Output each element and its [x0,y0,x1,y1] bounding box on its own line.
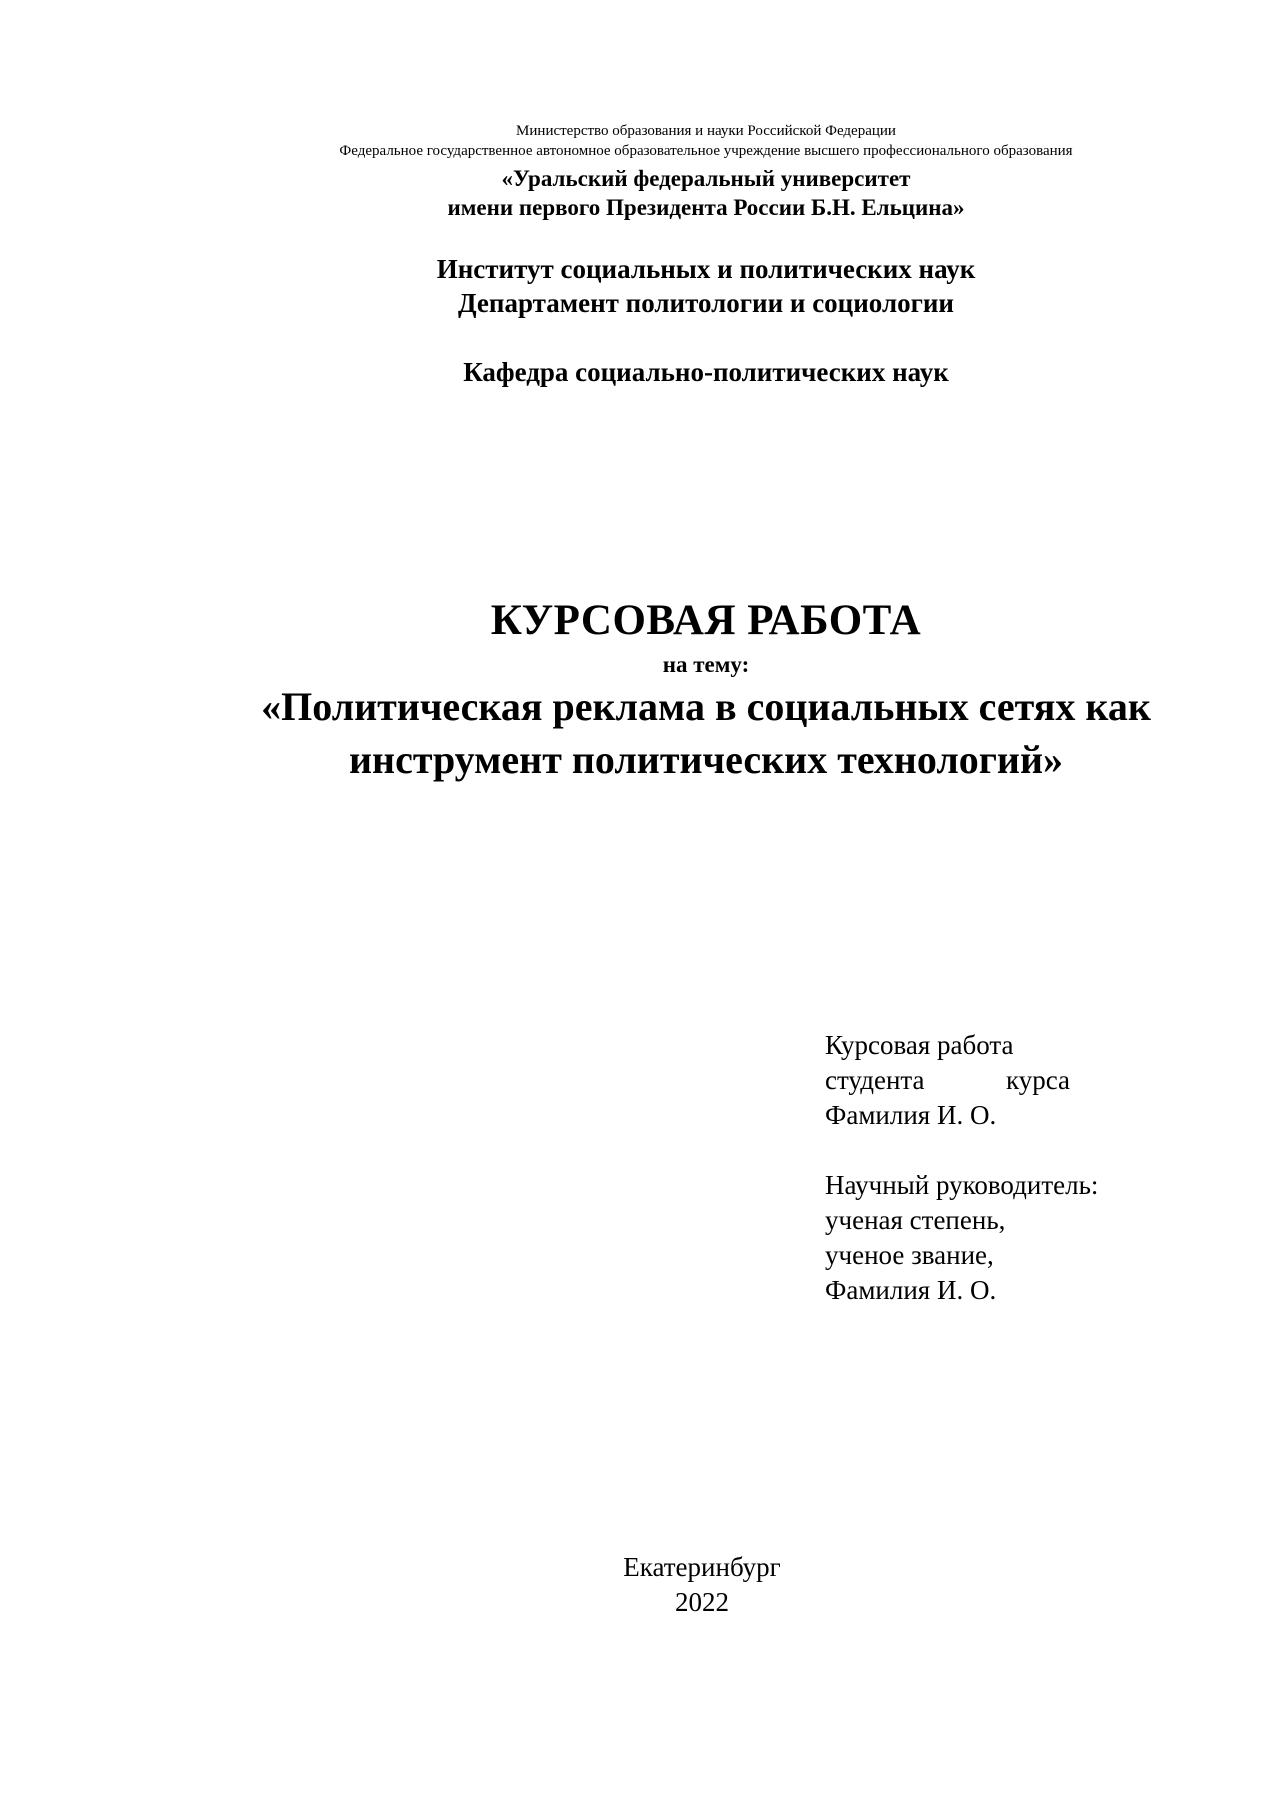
chair-name: Кафедра социально-политических наук [463,357,949,387]
topic-subtitle: на тему: [662,652,750,677]
year: 2022 [675,1587,729,1617]
student-word: студента [825,1065,925,1095]
document-type-title: КУРСОВАЯ РАБОТА [490,597,922,644]
federal-institution-line: Федеральное государственное автономное образовательное учреждение высшего профессионального образования [339,143,1073,159]
author-label: Курсовая работа [825,1030,1014,1060]
university-name-line1: «Уральский федеральный университет [501,166,911,191]
supervisor-name: Фамилия И. О. [825,1275,997,1305]
student-course-row [825,1065,1070,1096]
ministry-line: Министерство образования и науки Российской Федерации [516,123,896,139]
department-name: Департамент политологии и социологии [458,288,954,318]
university-name-line2: имени первого Президента России Б.Н. Ельцина» [447,195,965,220]
topic-line2: инструмент политических технологий» [348,737,1064,782]
supervisor-label: Научный руководитель: [825,1170,1099,1200]
institute-name: Институт социальных и политических наук [436,254,976,284]
supervisor-rank: ученое звание, [825,1240,994,1270]
city: Екатеринбург [623,1552,781,1582]
author-name: Фамилия И. О. [825,1100,997,1130]
topic-line1: «Политическая реклама в социальных сетях как [261,684,1151,729]
course-word: курса [1005,1065,1070,1095]
supervisor-degree: ученая степень, [825,1205,1006,1235]
